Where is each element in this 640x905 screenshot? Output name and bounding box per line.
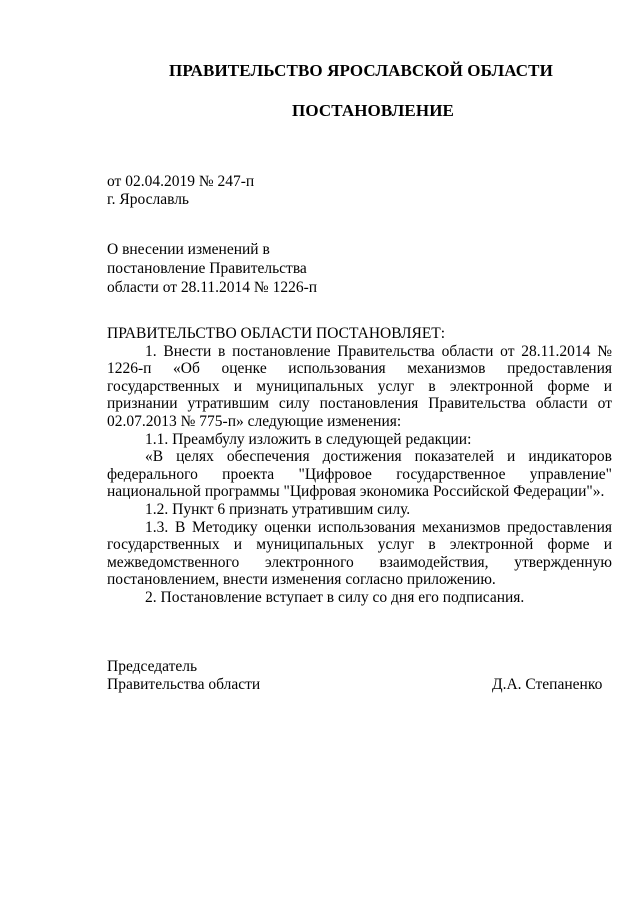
paragraph-1-3: 1.3. В Методику оценки использования механизмов предоставления государственных и муниципальных услуг в электронной форме и межведомственного электронного взаимодействия, утвержденную постановлением, внести изменения согласно приложению. — [107, 518, 612, 589]
signatory-title — [107, 658, 260, 694]
subject-line-3: области от 28.11.2014 № 1226-п — [107, 279, 318, 296]
city: г. Ярославль — [107, 191, 189, 208]
organization-title: ПРАВИТЕЛЬСТВО ЯРОСЛАВСКОЙ ОБЛАСТИ — [169, 61, 553, 80]
paragraph-1: 1. Внести в постановление Правительства области от 28.11.2014 № 1226-п «Об оценке использования механизмов предоставления государственных и муниципальных услуг в электронной форме и признании утратившим силу постановления Правительства области от 02.07.2013 № 775-п» следующие изменения: — [107, 342, 612, 430]
subject-line-1: О внесении изменений в — [107, 241, 270, 258]
paragraph-1-2: 1.2. Пункт 6 признать утратившим силу. — [145, 500, 411, 518]
date-number: от 02.04.2019 № 247-п — [107, 173, 255, 190]
resolution-body — [107, 325, 612, 607]
subject-line-2: постановление Правительства — [107, 260, 307, 277]
signatory-title-line-1: Председатель — [107, 658, 198, 675]
preamble: ПРАВИТЕЛЬСТВО ОБЛАСТИ ПОСТАНОВЛЯЕТ: — [107, 325, 446, 342]
signatory-title-line-2: Правительства области — [107, 676, 261, 693]
document-type-title: ПОСТАНОВЛЕНИЕ — [292, 101, 454, 120]
paragraph-2: 2. Постановление вступает в силу со дня его подписания. — [145, 588, 525, 606]
paragraph-1-1: 1.1. Преамбулу изложить в следующей редакции: — [145, 430, 472, 448]
paragraph-1-1-quote: «В целях обеспечения достижения показателей и индикаторов федерального проекта "Цифровое государственное управление" национальной программы "Цифровая экономика Российской Федерации"». — [107, 448, 612, 501]
signatory-name: Д.А. Степаненко — [492, 676, 603, 693]
